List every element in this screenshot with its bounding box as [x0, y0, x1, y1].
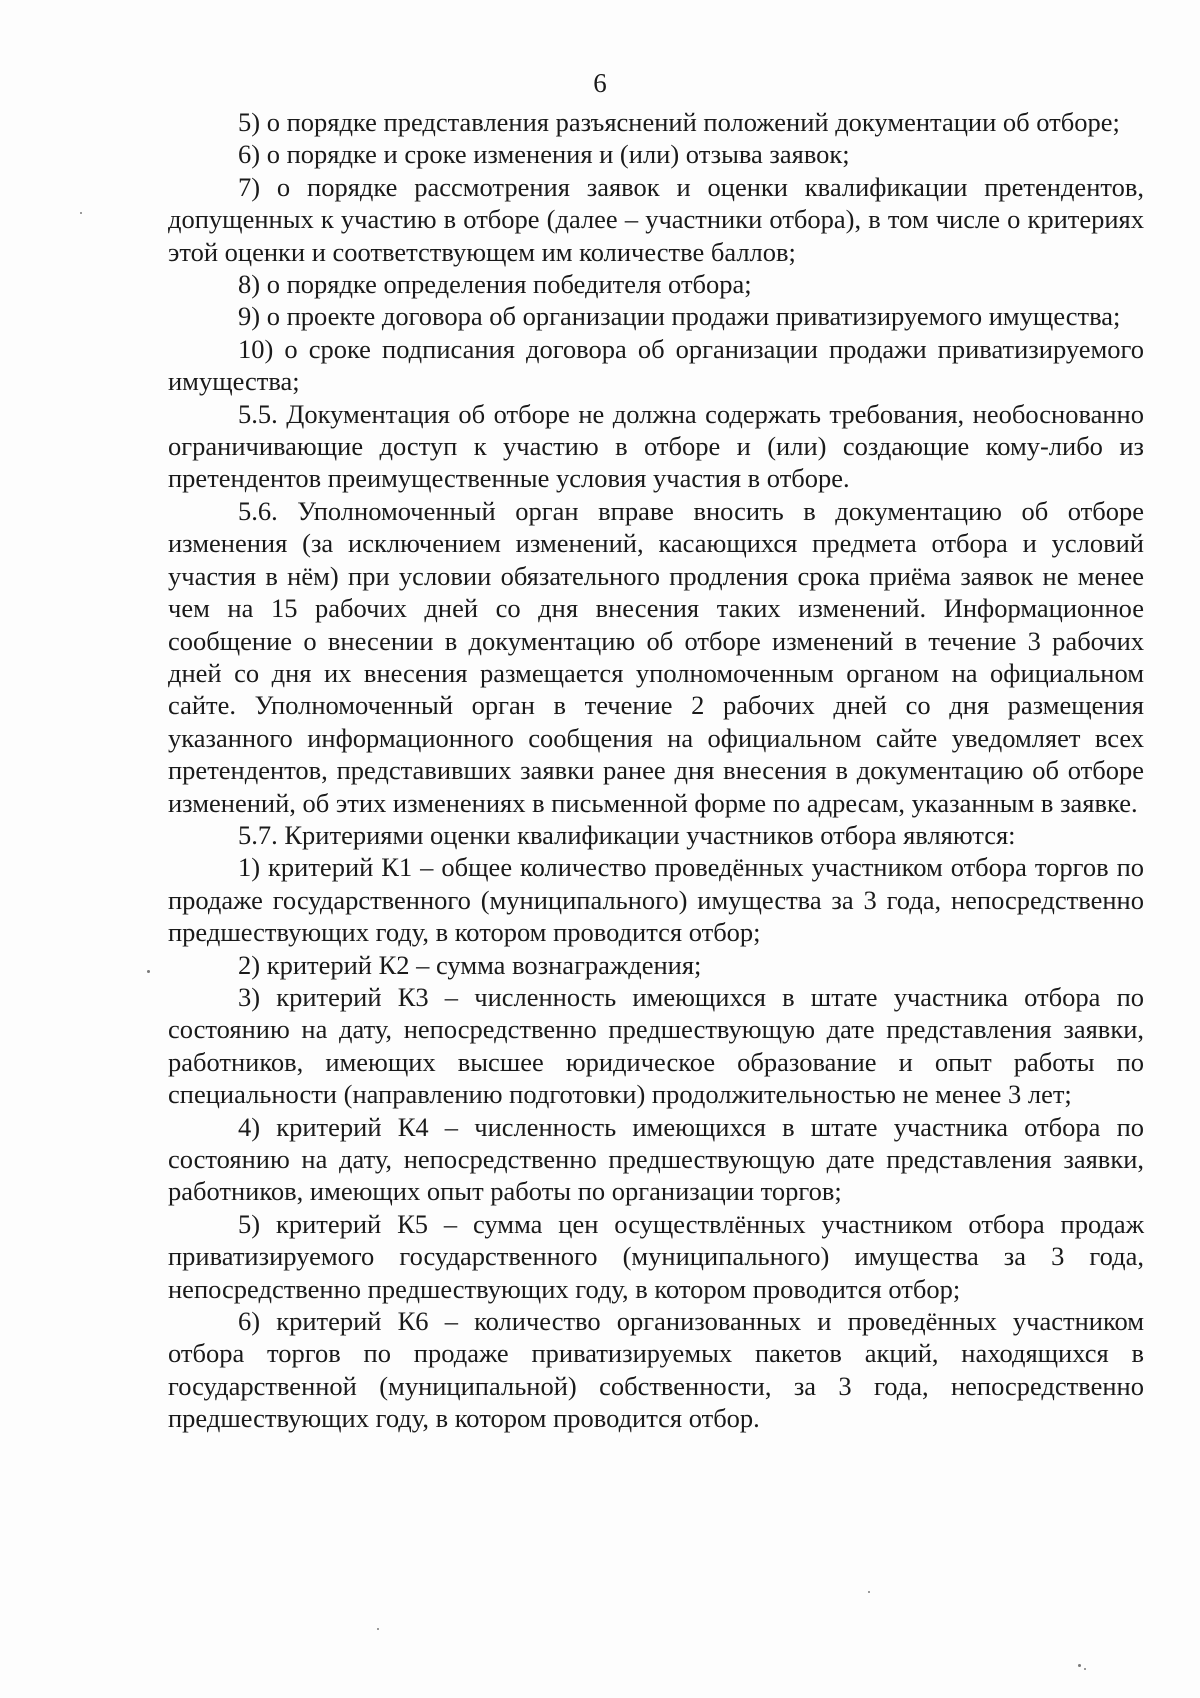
- paragraph-item-5-clarifications: 5) о порядке представления разъяснений положений документации об отборе;: [238, 107, 1120, 137]
- criterion-k2: 2) критерий К2 – сумма вознаграждения;: [238, 949, 702, 980]
- paragraph-5-7-criteria-intro: 5.7. Критериями оценки квалификации участников отбора являются:: [238, 819, 1016, 850]
- paragraph-item-8-winner-determination: 8) о порядке определения победителя отбора;: [238, 269, 752, 300]
- paragraph-item-10-signing-term: 10) о сроке подписания договора об организации продажи приватизируемого имущества;: [168, 333, 1144, 397]
- criterion-k3: 3) критерий К3 – численность имеющихся в штате участника отбора по состоянию на дату, непосредственно предшествующую дате представления заявки, работников, имеющих высшее юридическое образование и опыт работы по специальности (направлению подготовки) продолжительностью не менее 3 лет;: [168, 981, 1144, 1110]
- paragraph-5-5-documentation-requirements: 5.5. Документация об отборе не должна содержать требования, необоснованно ограничивающие доступ к участию в отборе и (или) создающие кому-либо из претендентов преимущественные условия участия в отборе.: [168, 398, 1144, 494]
- scan-speck: [80, 212, 82, 214]
- document-body: [168, 106, 1144, 1435]
- scan-speck: [147, 970, 150, 973]
- scan-speck: [377, 1628, 379, 1630]
- paragraph-5-6-documentation-changes: 5.6. Уполномоченный орган вправе вносить в документацию об отборе изменения (за исключением изменений, касающихся предмета отбора и условий участия в нём) при условии обязательного продления срока приёма заявок не менее чем на 15 рабочих дней со дня внесения таких изменений. Информационное сообщение о внесении в документацию об отборе изменений в течение 3 рабочих дней со дня их внесения размещается уполномоченным органом на официальном сайте. Уполномоченный орган в течение 2 рабочих дней со дня размещения указанного информационного сообщения на официальном сайте уведомляет всех претендентов, представивших заявки ранее дня внесения в документацию об отборе изменений, об этих изменениях в письменной форме по адресам, указанным в заявке.: [168, 495, 1144, 818]
- scan-speck: [1078, 1664, 1081, 1667]
- paragraph-item-6-application-change: 6) о порядке и сроке изменения и (или) отзыва заявок;: [238, 139, 850, 170]
- criterion-k1: 1) критерий К1 – общее количество проведённых участником отбора торгов по продаже государственного (муниципального) имущества за 3 года, непосредственно предшествующих году, в котором проводится отбор;: [168, 852, 1144, 948]
- scan-speck: [868, 1591, 870, 1593]
- scan-speck: [1084, 1668, 1086, 1670]
- page-number: 6: [593, 68, 607, 98]
- criterion-k6: 6) критерий К6 – количество организованных и проведённых участником отбора торгов по продаже приватизируемых пакетов акций, находящихся в государственной (муниципальной) собственности, за 3 года, непосредственно предшествующих году, в котором проводится отбор.: [168, 1306, 1144, 1434]
- criterion-k5: 5) критерий К5 – сумма цен осуществлённых участником отбора продаж приватизируемого государственного (муниципального) имущества за 3 года, непосредственно предшествующих году, в котором проводится отбор;: [168, 1208, 1144, 1304]
- paragraph-item-7-application-review: 7) о порядке рассмотрения заявок и оценки квалификации претендентов, допущенных к участию в отборе (далее – участники отбора), в том числе о критериях этой оценки и соответствующем им количестве баллов;: [168, 171, 1144, 267]
- paragraph-item-9-contract-draft: 9) о проекте договора об организации продажи приватизируемого имущества;: [238, 301, 1121, 332]
- criterion-k4: 4) критерий К4 – численность имеющихся в штате участника отбора по состоянию на дату, непосредственно предшествующую дате представления заявки, работников, имеющих опыт работы по организации торгов;: [168, 1111, 1144, 1207]
